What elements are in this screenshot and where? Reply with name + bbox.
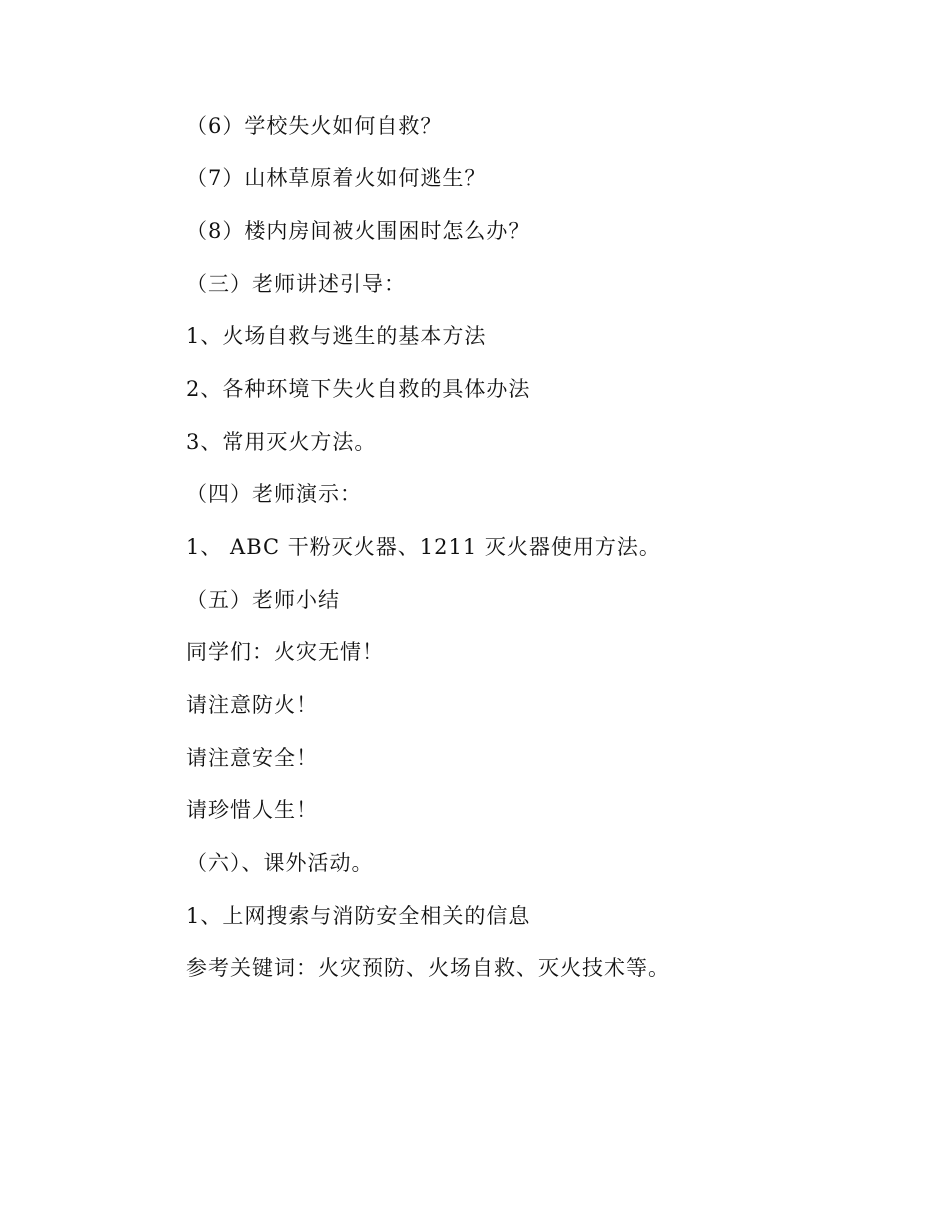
text-line: （6）学校失火如何自救？ xyxy=(186,114,443,138)
text-line: 同学们：火灾无情！ xyxy=(186,640,384,664)
text-line: 请注意安全！ xyxy=(186,746,318,770)
text-line: 请珍惜人生！ xyxy=(186,798,318,822)
text-line: 1、火场自救与逃生的基本方法 xyxy=(186,324,487,348)
text-line: 1、 ABC 干粉灭火器、1211 灭火器使用方法。 xyxy=(186,535,661,559)
text-line: （8）楼内房间被火围困时怎么办？ xyxy=(186,219,531,243)
section-heading: （四）老师演示： xyxy=(186,482,362,506)
section-heading: （五）老师小结 xyxy=(186,588,340,612)
text-line: 参考关键词：火灾预防、火场自救、灭火技术等。 xyxy=(186,956,670,980)
text-line: 请注意防火！ xyxy=(186,693,318,717)
section-heading: （六）、课外活动。 xyxy=(186,851,374,875)
section-heading: （三）老师讲述引导： xyxy=(186,272,406,296)
text-line: 3、常用灭火方法。 xyxy=(186,430,377,454)
text-line: 2、各种环境下失火自救的具体办法 xyxy=(186,377,531,401)
text-line: （7）山林草原着火如何逃生？ xyxy=(186,166,487,190)
text-line: 1、上网搜索与消防安全相关的信息 xyxy=(186,904,531,928)
